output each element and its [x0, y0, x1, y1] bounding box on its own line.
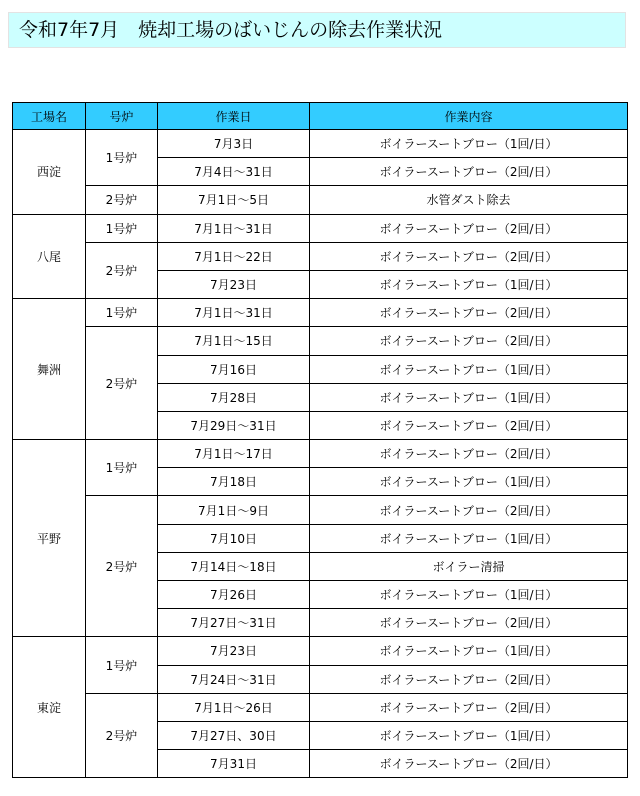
table-row: [13, 214, 628, 242]
work-date-cell: 7月10日: [158, 524, 310, 552]
plant-name-cell: 西淀: [13, 130, 86, 215]
plant-name-cell: 平野: [13, 440, 86, 637]
work-content-cell: ボイラースートブロー（1回/日）: [310, 524, 628, 552]
table-row: [13, 186, 628, 214]
work-date-cell: 7月1日～5日: [158, 186, 310, 214]
work-date-cell: 7月24日～31日: [158, 665, 310, 693]
table-body: [13, 130, 628, 778]
table-row: [13, 440, 628, 468]
work-date-cell: 7月1日～26日: [158, 693, 310, 721]
furnace-cell: 1号炉: [86, 299, 158, 327]
work-content-cell: ボイラースートブロー（1回/日）: [310, 637, 628, 665]
table-row: [13, 299, 628, 327]
furnace-cell: 2号炉: [86, 186, 158, 214]
work-date-cell: 7月27日～31日: [158, 609, 310, 637]
furnace-cell: 2号炉: [86, 693, 158, 778]
work-content-cell: ボイラースートブロー（2回/日）: [310, 242, 628, 270]
furnace-cell: 2号炉: [86, 242, 158, 298]
table-row: [13, 693, 628, 721]
page-title: 令和7年7月 焼却工場のばいじんの除去作業状況: [8, 12, 626, 48]
work-content-cell: ボイラースートブロー（2回/日）: [310, 327, 628, 355]
table-row: [13, 496, 628, 524]
work-content-cell: 水管ダスト除去: [310, 186, 628, 214]
work-content-cell: ボイラースートブロー（2回/日）: [310, 158, 628, 186]
work-date-cell: 7月1日～31日: [158, 299, 310, 327]
work-content-cell: ボイラースートブロー（1回/日）: [310, 383, 628, 411]
work-content-cell: ボイラースートブロー（1回/日）: [310, 721, 628, 749]
work-date-cell: 7月1日～22日: [158, 242, 310, 270]
work-date-cell: 7月1日～15日: [158, 327, 310, 355]
work-content-cell: ボイラースートブロー（2回/日）: [310, 440, 628, 468]
work-content-cell: ボイラースートブロー（2回/日）: [310, 496, 628, 524]
work-date-cell: 7月1日～31日: [158, 214, 310, 242]
work-content-cell: ボイラースートブロー（1回/日）: [310, 355, 628, 383]
plant-name-cell: 東淀: [13, 637, 86, 778]
column-header-furnace: 号炉: [86, 103, 158, 130]
work-date-cell: 7月23日: [158, 270, 310, 298]
column-header-date: 作業日: [158, 103, 310, 130]
work-content-cell: ボイラースートブロー（2回/日）: [310, 299, 628, 327]
work-date-cell: 7月26日: [158, 581, 310, 609]
work-content-cell: ボイラースートブロー（2回/日）: [310, 214, 628, 242]
work-date-cell: 7月16日: [158, 355, 310, 383]
table-row: [13, 130, 628, 158]
work-content-cell: ボイラースートブロー（2回/日）: [310, 609, 628, 637]
work-date-cell: 7月14日～18日: [158, 552, 310, 580]
work-date-cell: 7月1日～9日: [158, 496, 310, 524]
work-date-cell: 7月4日～31日: [158, 158, 310, 186]
table-row: [13, 327, 628, 355]
furnace-cell: 2号炉: [86, 496, 158, 637]
table-row: [13, 637, 628, 665]
work-content-cell: ボイラースートブロー（2回/日）: [310, 693, 628, 721]
plant-name-cell: 八尾: [13, 214, 86, 299]
work-content-cell: ボイラースートブロー（2回/日）: [310, 665, 628, 693]
work-date-cell: 7月28日: [158, 383, 310, 411]
work-content-cell: ボイラースートブロー（1回/日）: [310, 468, 628, 496]
work-date-cell: 7月3日: [158, 130, 310, 158]
work-date-cell: 7月31日: [158, 750, 310, 778]
work-date-cell: 7月29日～31日: [158, 411, 310, 439]
table-header-row: [13, 103, 628, 130]
work-date-cell: 7月18日: [158, 468, 310, 496]
work-content-cell: ボイラースートブロー（1回/日）: [310, 581, 628, 609]
furnace-cell: 1号炉: [86, 130, 158, 186]
work-schedule-table: [12, 102, 628, 778]
work-date-cell: 7月23日: [158, 637, 310, 665]
work-date-cell: 7月1日～17日: [158, 440, 310, 468]
furnace-cell: 1号炉: [86, 440, 158, 496]
furnace-cell: 1号炉: [86, 637, 158, 693]
table-row: [13, 242, 628, 270]
work-content-cell: ボイラースートブロー（1回/日）: [310, 130, 628, 158]
work-date-cell: 7月27日、30日: [158, 721, 310, 749]
work-content-cell: ボイラースートブロー（2回/日）: [310, 411, 628, 439]
work-content-cell: ボイラー清掃: [310, 552, 628, 580]
furnace-cell: 2号炉: [86, 327, 158, 440]
column-header-plant: 工場名: [13, 103, 86, 130]
furnace-cell: 1号炉: [86, 214, 158, 242]
plant-name-cell: 舞洲: [13, 299, 86, 440]
column-header-work: 作業内容: [310, 103, 628, 130]
work-content-cell: ボイラースートブロー（1回/日）: [310, 270, 628, 298]
work-content-cell: ボイラースートブロー（2回/日）: [310, 750, 628, 778]
